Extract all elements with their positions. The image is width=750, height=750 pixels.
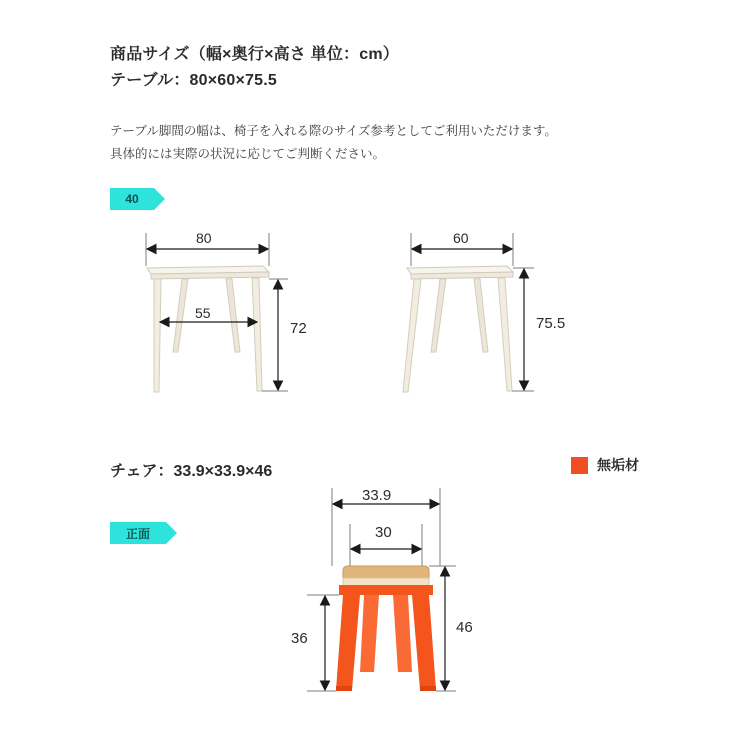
table-side-illustration [403, 266, 513, 392]
title-line-2: テーブル：80×60×75.5 [110, 72, 277, 89]
dim-table-height-755 [512, 268, 534, 391]
label-chair-legheight-36: 36 [291, 630, 308, 647]
label-table-depth-60: 60 [453, 230, 469, 246]
note-line-2: 具体的には実際の状況に応じてご判断ください。 [110, 147, 386, 161]
table-front-illustration [147, 266, 269, 392]
title-line-1: 商品サイズ（幅×奥行×高さ 単位：cm） [110, 46, 399, 63]
label-chair-seat-30: 30 [375, 524, 392, 541]
chair-illustration [336, 566, 436, 691]
dim-table-height-72 [262, 279, 288, 391]
label-chair-height-46: 46 [456, 619, 473, 636]
label-table-height-72: 72 [290, 320, 307, 337]
dim-chair-legheight-36 [307, 595, 339, 691]
chair-view-tag-label: 正面 [125, 526, 150, 541]
chair-heading: チェア：33.9×33.9×46 [110, 463, 273, 480]
label-table-inner-55: 55 [195, 305, 211, 321]
label-chair-width-339: 33.9 [362, 487, 392, 504]
table-size-tag-label: 40 [125, 192, 139, 206]
label-table-width-80: 80 [196, 230, 212, 246]
legend-label: 無垢材 [597, 457, 639, 473]
note-line-1: テーブル脚間の幅は、椅子を入れる際のサイズ参考としてご利用いただけます。 [110, 124, 557, 138]
label-table-height-755: 75.5 [536, 315, 566, 332]
